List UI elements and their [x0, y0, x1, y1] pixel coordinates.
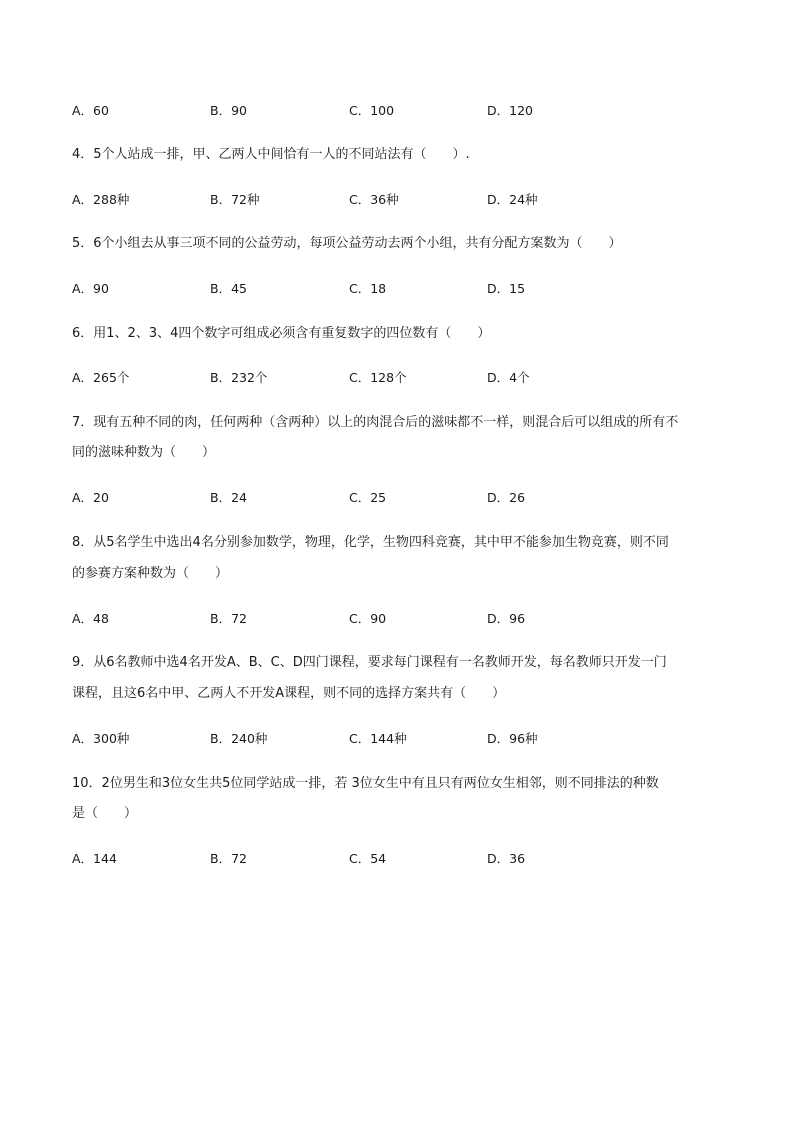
- option-c: C．54: [349, 851, 387, 866]
- option-d: D．120: [487, 103, 533, 118]
- option-d: D．96: [487, 611, 526, 626]
- option-c: C．144种: [349, 731, 407, 746]
- option-a: A．265个: [72, 370, 130, 385]
- question-9-stem-line-1: 9．从6名教师中选4名开发A、B、C、D四门课程，要求每门课程有一名教师开发，每名教师只开发一门: [72, 655, 667, 670]
- question-7-stem-line-1: 7．现有五种不同的肉，任何两种（含两种）以上的肉混合后的滋味都不一样，则混合后可以组成的所有不: [72, 415, 679, 430]
- option-d: D．26: [487, 490, 526, 505]
- option-a: A．90: [72, 281, 109, 296]
- option-b: B．24: [210, 490, 247, 505]
- question-8-stem-line-1: 8．从5名学生中选出4名分别参加数学，物理，化学，生物四科竞赛，其中甲不能参加生物竞赛，则不同: [72, 535, 669, 550]
- question-5-stem: 5．6个小组去从事三项不同的公益劳动，每项公益劳动去两个小组，共有分配方案数为（ ）: [72, 236, 622, 251]
- option-d: D．36: [487, 851, 526, 866]
- option-b: B．232个: [210, 370, 268, 385]
- option-b: B．240种: [210, 731, 268, 746]
- option-b: B．72种: [210, 192, 260, 207]
- option-a: A．48: [72, 611, 109, 626]
- option-d: D．24种: [487, 192, 538, 207]
- question-4-stem: 4．5个人站成一排，甲、乙两人中间恰有一人的不同站法有（ ）.: [72, 147, 470, 162]
- option-a: A．144: [72, 851, 117, 866]
- option-b: B．90: [210, 103, 247, 118]
- question-10-stem-line-2: 是（ ）: [72, 806, 138, 821]
- option-c: C．128个: [349, 370, 407, 385]
- option-c: C．18: [349, 281, 387, 296]
- option-d: D．96种: [487, 731, 538, 746]
- option-d: D．4个: [487, 370, 530, 385]
- option-a: A．288种: [72, 192, 130, 207]
- option-b: B．72: [210, 851, 247, 866]
- question-7-stem-line-2: 同的滋味种数为（ ）: [72, 445, 216, 460]
- option-c: C．25: [349, 490, 387, 505]
- question-6-stem: 6．用1、2、3、4四个数字可组成必须含有重复数字的四位数有（ ）: [72, 326, 491, 341]
- option-b: B．72: [210, 611, 247, 626]
- option-d: D．15: [487, 281, 526, 296]
- option-a: A．300种: [72, 731, 130, 746]
- question-9-stem-line-2: 课程，且这6名中甲、乙两人不开发A课程，则不同的选择方案共有（ ）: [72, 686, 506, 701]
- question-10-stem-line-1: 10．2位男生和3位女生共5位同学站成一排，若 3位女生中有且只有两位女生相邻，则不同排法的种数: [72, 776, 659, 791]
- option-a: A．60: [72, 103, 109, 118]
- option-c: C．90: [349, 611, 387, 626]
- option-a: A．20: [72, 490, 109, 505]
- option-b: B．45: [210, 281, 247, 296]
- question-8-stem-line-2: 的参赛方案种数为（ ）: [72, 566, 229, 581]
- option-c: C．36种: [349, 192, 399, 207]
- option-c: C．100: [349, 103, 395, 118]
